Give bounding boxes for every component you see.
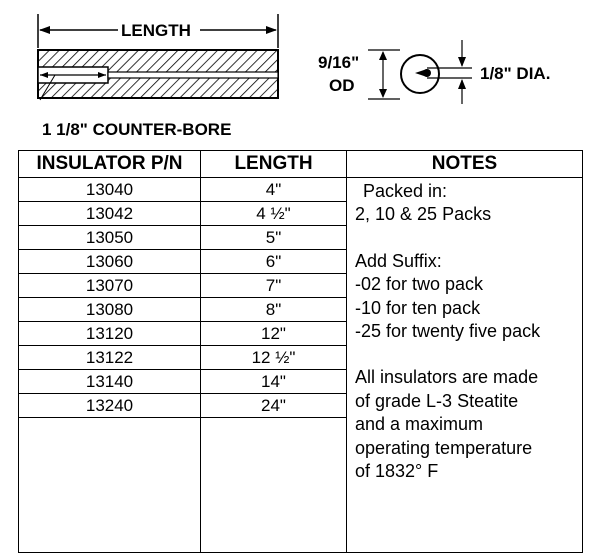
hole-dia-dimension (458, 40, 466, 104)
part-number-cell: 13140 (19, 370, 201, 394)
notes-packed-heading: Packed in: (363, 181, 448, 201)
insulator-side-view (38, 50, 278, 100)
notes-suffix-02: -02 for two pack (355, 274, 484, 295)
header-part-number: INSULATOR P/N (19, 151, 201, 178)
length-cell: 12" (201, 322, 347, 346)
part-number-cell: 13060 (19, 250, 201, 274)
od-value-label: 9/16" (318, 53, 360, 72)
part-number-cell: 13070 (19, 274, 201, 298)
part-number-cell: 13040 (19, 178, 201, 202)
length-cell: 8" (201, 298, 347, 322)
hole-dia-label: 1/8" DIA. (480, 64, 551, 83)
notes-material-3: and a maximum (355, 414, 484, 435)
part-number-cell: 13120 (19, 322, 201, 346)
length-cell: 5" (201, 226, 347, 250)
length-label: LENGTH (121, 21, 191, 40)
length-cell: 24" (201, 394, 347, 418)
part-number-cell: 13050 (19, 226, 201, 250)
length-cell: 4 ½" (201, 202, 347, 226)
od-label: OD (329, 76, 355, 95)
notes-material-1: All insulators are made (355, 367, 539, 388)
length-cell: 6" (201, 250, 347, 274)
part-number-cell: 13240 (19, 394, 201, 418)
length-cell: 7" (201, 274, 347, 298)
table-row (19, 178, 583, 202)
notes-material-2: of grade L-3 Steatite (355, 390, 519, 411)
insulator-spec-table (18, 150, 583, 553)
empty-length-cell (201, 418, 347, 553)
table-header-row (19, 151, 583, 178)
notes-material-5: of 1832° F (355, 461, 439, 482)
notes-suffix-25: -25 for twenty five pack (355, 321, 541, 342)
length-cell: 14" (201, 370, 347, 394)
length-cell: 4" (201, 178, 347, 202)
header-notes: NOTES (347, 151, 583, 178)
notes-packed-sizes: 2, 10 & 25 Packs (355, 204, 492, 225)
part-number-cell: 13080 (19, 298, 201, 322)
notes-suffix-10: -10 for ten pack (355, 297, 481, 318)
length-cell: 12 ½" (201, 346, 347, 370)
od-dimension (368, 50, 400, 99)
notes-cell (347, 178, 583, 553)
notes-material-4: operating temperature (355, 437, 533, 458)
empty-part-number-cell (19, 418, 201, 553)
counterbore-label: 1 1/8" COUNTER-BORE (42, 120, 232, 139)
notes-suffix-heading: Add Suffix: (355, 250, 442, 271)
part-number-cell: 13042 (19, 202, 201, 226)
part-number-cell: 13122 (19, 346, 201, 370)
header-length: LENGTH (201, 151, 347, 178)
